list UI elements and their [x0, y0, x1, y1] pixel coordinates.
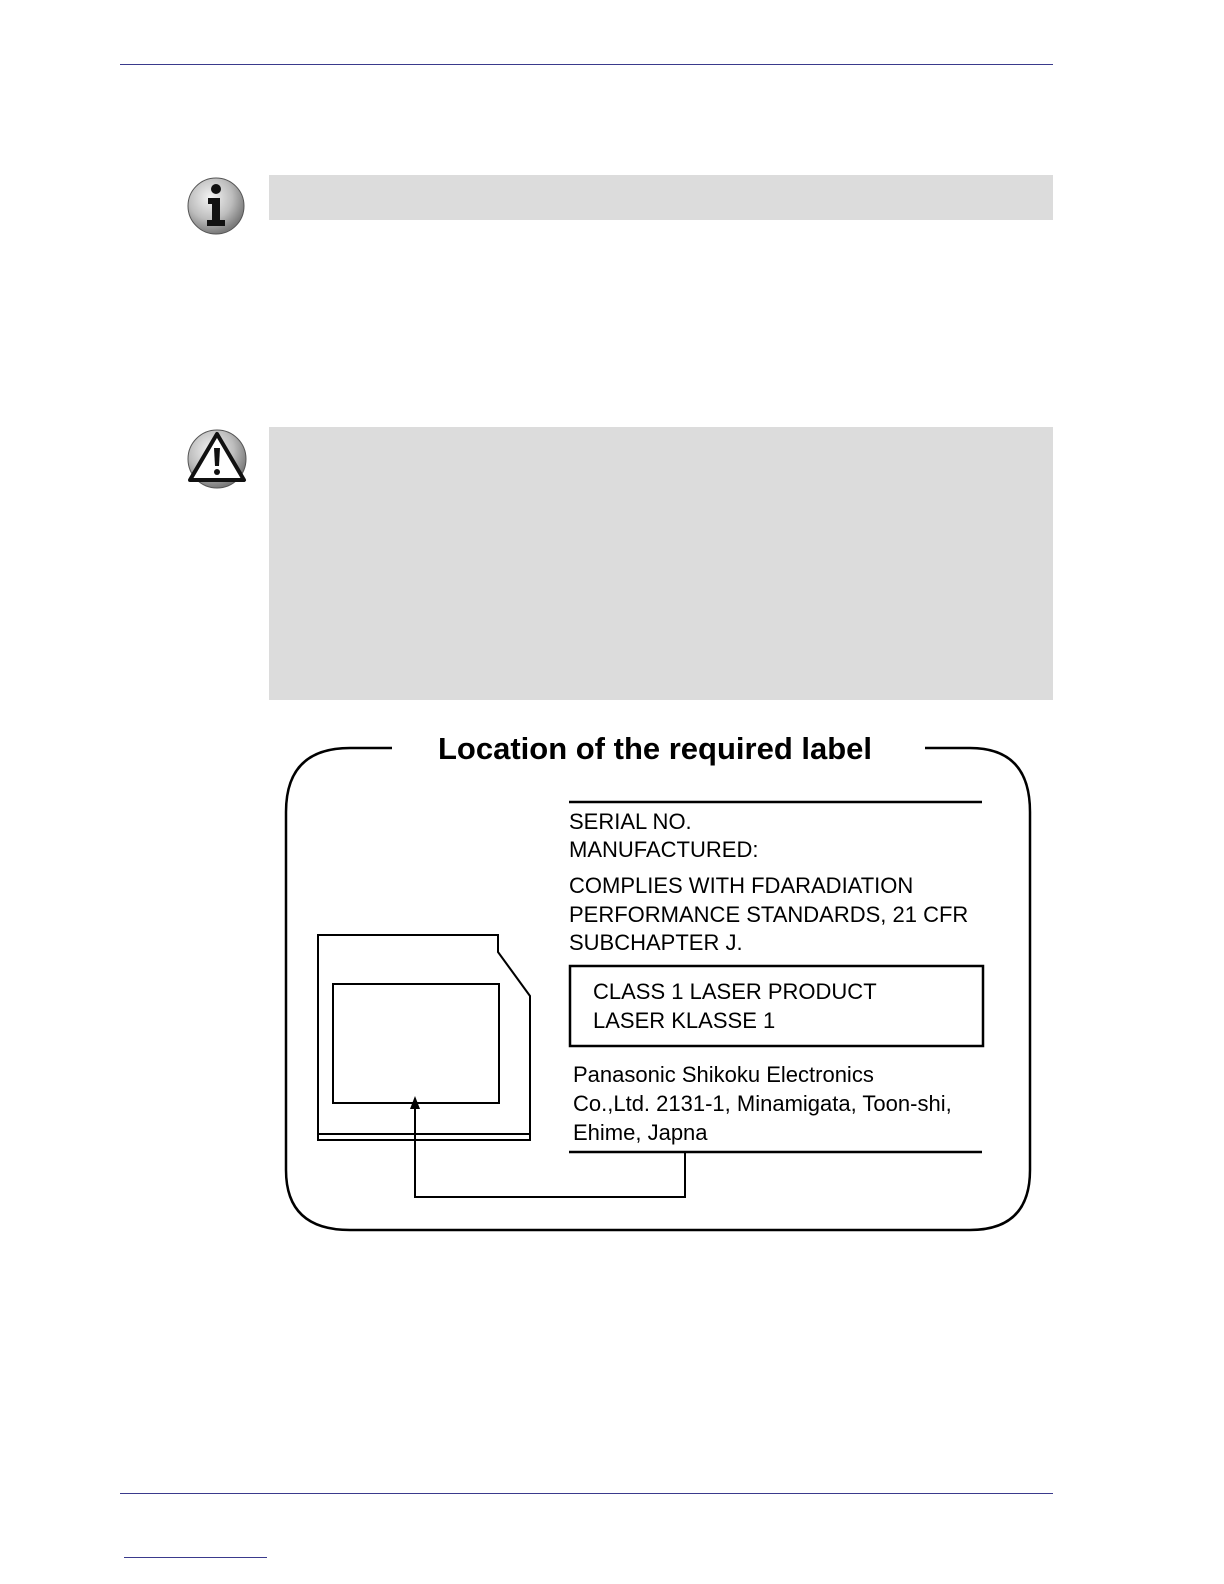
laser-class-line: LASER KLASSE 1: [593, 1008, 776, 1033]
warning-icon: [186, 428, 248, 490]
manufacturer-line: Panasonic Shikoku Electronics: [573, 1062, 874, 1087]
header-rule: [120, 64, 1053, 65]
optical-drive-drawing: [318, 935, 530, 1140]
compliance-line: SUBCHAPTER J.: [569, 930, 743, 955]
compliance-line: COMPLIES WITH FDARADIATION: [569, 873, 914, 898]
serial-number-line: SERIAL NO.: [569, 809, 692, 834]
manufactured-line: MANUFACTURED:: [569, 837, 759, 862]
laser-class-box: [570, 966, 983, 1046]
info-icon: [186, 176, 246, 236]
footer-link-underline[interactable]: [124, 1557, 267, 1558]
manufacturer-line: Co.,Ltd. 2131-1, Minamigata, Toon-shi,: [573, 1091, 952, 1116]
footer-rule: [120, 1493, 1053, 1494]
laser-class-line: CLASS 1 LASER PRODUCT: [593, 979, 877, 1004]
manufacturer-line: Ehime, Japna: [573, 1120, 708, 1145]
compliance-line: PERFORMANCE STANDARDS, 21 CFR: [569, 902, 969, 927]
note-box: [269, 175, 1053, 220]
diagram-title: Location of the required label: [437, 731, 873, 766]
caution-box: [269, 427, 1053, 700]
label-location-diagram: [282, 722, 1034, 1234]
